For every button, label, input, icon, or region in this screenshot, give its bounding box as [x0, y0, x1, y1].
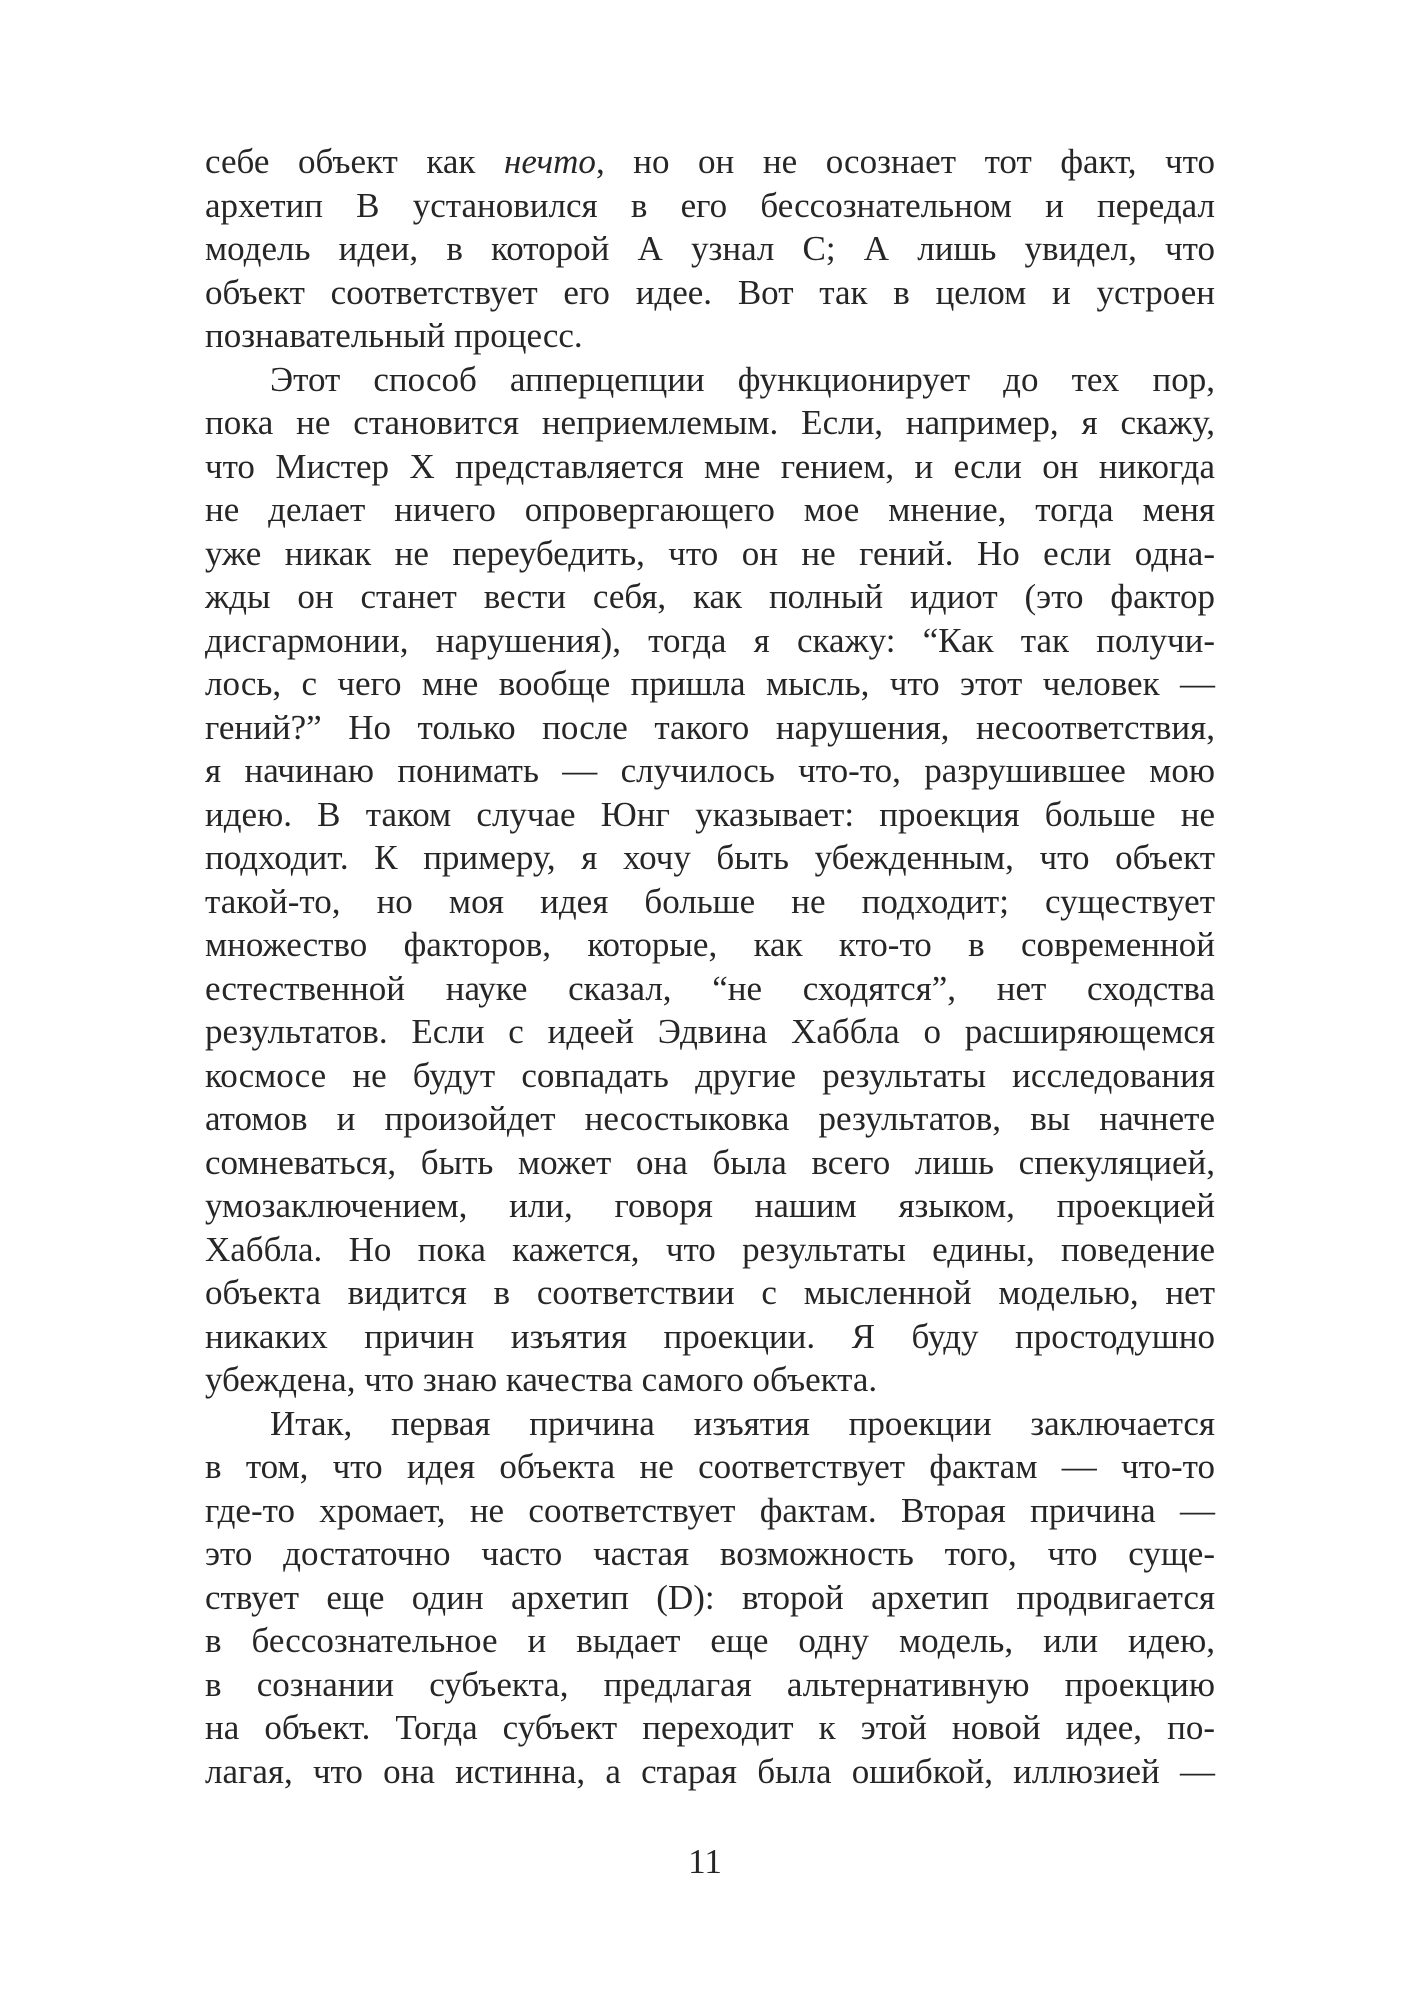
text-line: модель идеи, в которой А узнал С; А лишь увидел, что	[205, 229, 1215, 268]
text-line: в бессознательное и выдает еще одну модель, или идею,	[205, 1621, 1215, 1660]
text-line: уже никак не переубедить, что он не гений. Но если одна-	[205, 533, 1215, 573]
text-line: подходит. К примеру, я хочу быть убежденным, что объект	[205, 838, 1215, 877]
text-line: жды он станет вести себя, как полный идиот (это фактор	[205, 577, 1215, 616]
paragraph-first-line: Этот способ апперцепции функционирует до тех пор,	[270, 359, 1215, 399]
text-line: такой-то, но моя идея больше не подходит; существует	[205, 881, 1215, 921]
page-number: 11	[688, 1842, 722, 1881]
text-line: познавательный процесс.	[205, 316, 583, 355]
text-line: результатов. Если с идеей Эдвина Хаббла о расширяющемся	[205, 1012, 1215, 1051]
text-segment: себе объект как	[205, 142, 505, 181]
emphasis-text: нечто	[504, 142, 596, 181]
text-line: гений?” Но только после такого нарушения, несоответствия,	[205, 707, 1215, 747]
text-line: что Мистер Х представляется мне гением, и если он никогда	[205, 446, 1215, 486]
text-line: лагая, что она истинна, а старая была ошибкой, иллюзией —	[205, 1751, 1215, 1791]
text-line: дисгармонии, нарушения), тогда я скажу: “Как так получи-	[205, 620, 1215, 660]
text-line: лось, с чего мне вообще пришла мысль, что этот человек —	[205, 664, 1215, 703]
text-line: объект соответствует его идее. Вот так в целом и устроен	[205, 272, 1215, 312]
text-line: ствует еще один архетип (D): второй архетип продвигается	[205, 1577, 1215, 1617]
text-line: в сознании субъекта, предлагая альтернативную проекцию	[205, 1664, 1215, 1704]
text-line: это достаточно часто частая возможность того, что суще-	[205, 1534, 1215, 1573]
text-segment: , но он не осознает тот факт, что	[595, 142, 1215, 181]
text-line: множество факторов, которые, как кто-то в современной	[205, 925, 1215, 964]
text-line: архетип В установился в его бессознательном и передал	[205, 185, 1215, 225]
text-line: где-то хромает, не соответствует фактам. Вторая причина —	[205, 1490, 1215, 1530]
text-line: пока не становится неприемлемым. Если, например, я скажу,	[205, 403, 1215, 442]
text-line: космосе не будут совпадать другие результаты исследования	[205, 1055, 1215, 1095]
text-line: атомов и произойдет несостыковка результатов, вы начнете	[205, 1099, 1215, 1138]
text-line: естественной науке сказал, “не сходятся”, нет сходства	[205, 968, 1215, 1008]
text-line: идею. В таком случае Юнг указывает: проекция больше не	[205, 794, 1215, 834]
text-line: сомневаться, быть может она была всего лишь спекуляцией,	[205, 1142, 1215, 1182]
text-line: не делает ничего опровергающего мое мнение, тогда меня	[205, 490, 1215, 529]
text-line: Хаббла. Но пока кажется, что результаты едины, поведение	[205, 1229, 1215, 1269]
text-line: убеждена, что знаю качества самого объекта.	[205, 1360, 878, 1399]
body-text	[205, 140, 1215, 1793]
text-line: никаких причин изъятия проекции. Я буду простодушно	[205, 1316, 1215, 1356]
text-line: умозаключением, или, говоря нашим языком, проекцией	[205, 1186, 1215, 1225]
text-line: я начинаю понимать — случилось что-то, разрушившее мою	[205, 751, 1215, 790]
paragraph-first-line: Итак, первая причина изъятия проекции заключается	[270, 1403, 1215, 1443]
text-line	[205, 140, 1215, 184]
text-line: объекта видится в соответствии с мысленной моделью, нет	[205, 1273, 1215, 1312]
text-line: в том, что идея объекта не соответствует фактам — что-то	[205, 1447, 1215, 1486]
text-line: на объект. Тогда субъект переходит к этой новой идее, по-	[205, 1708, 1215, 1747]
